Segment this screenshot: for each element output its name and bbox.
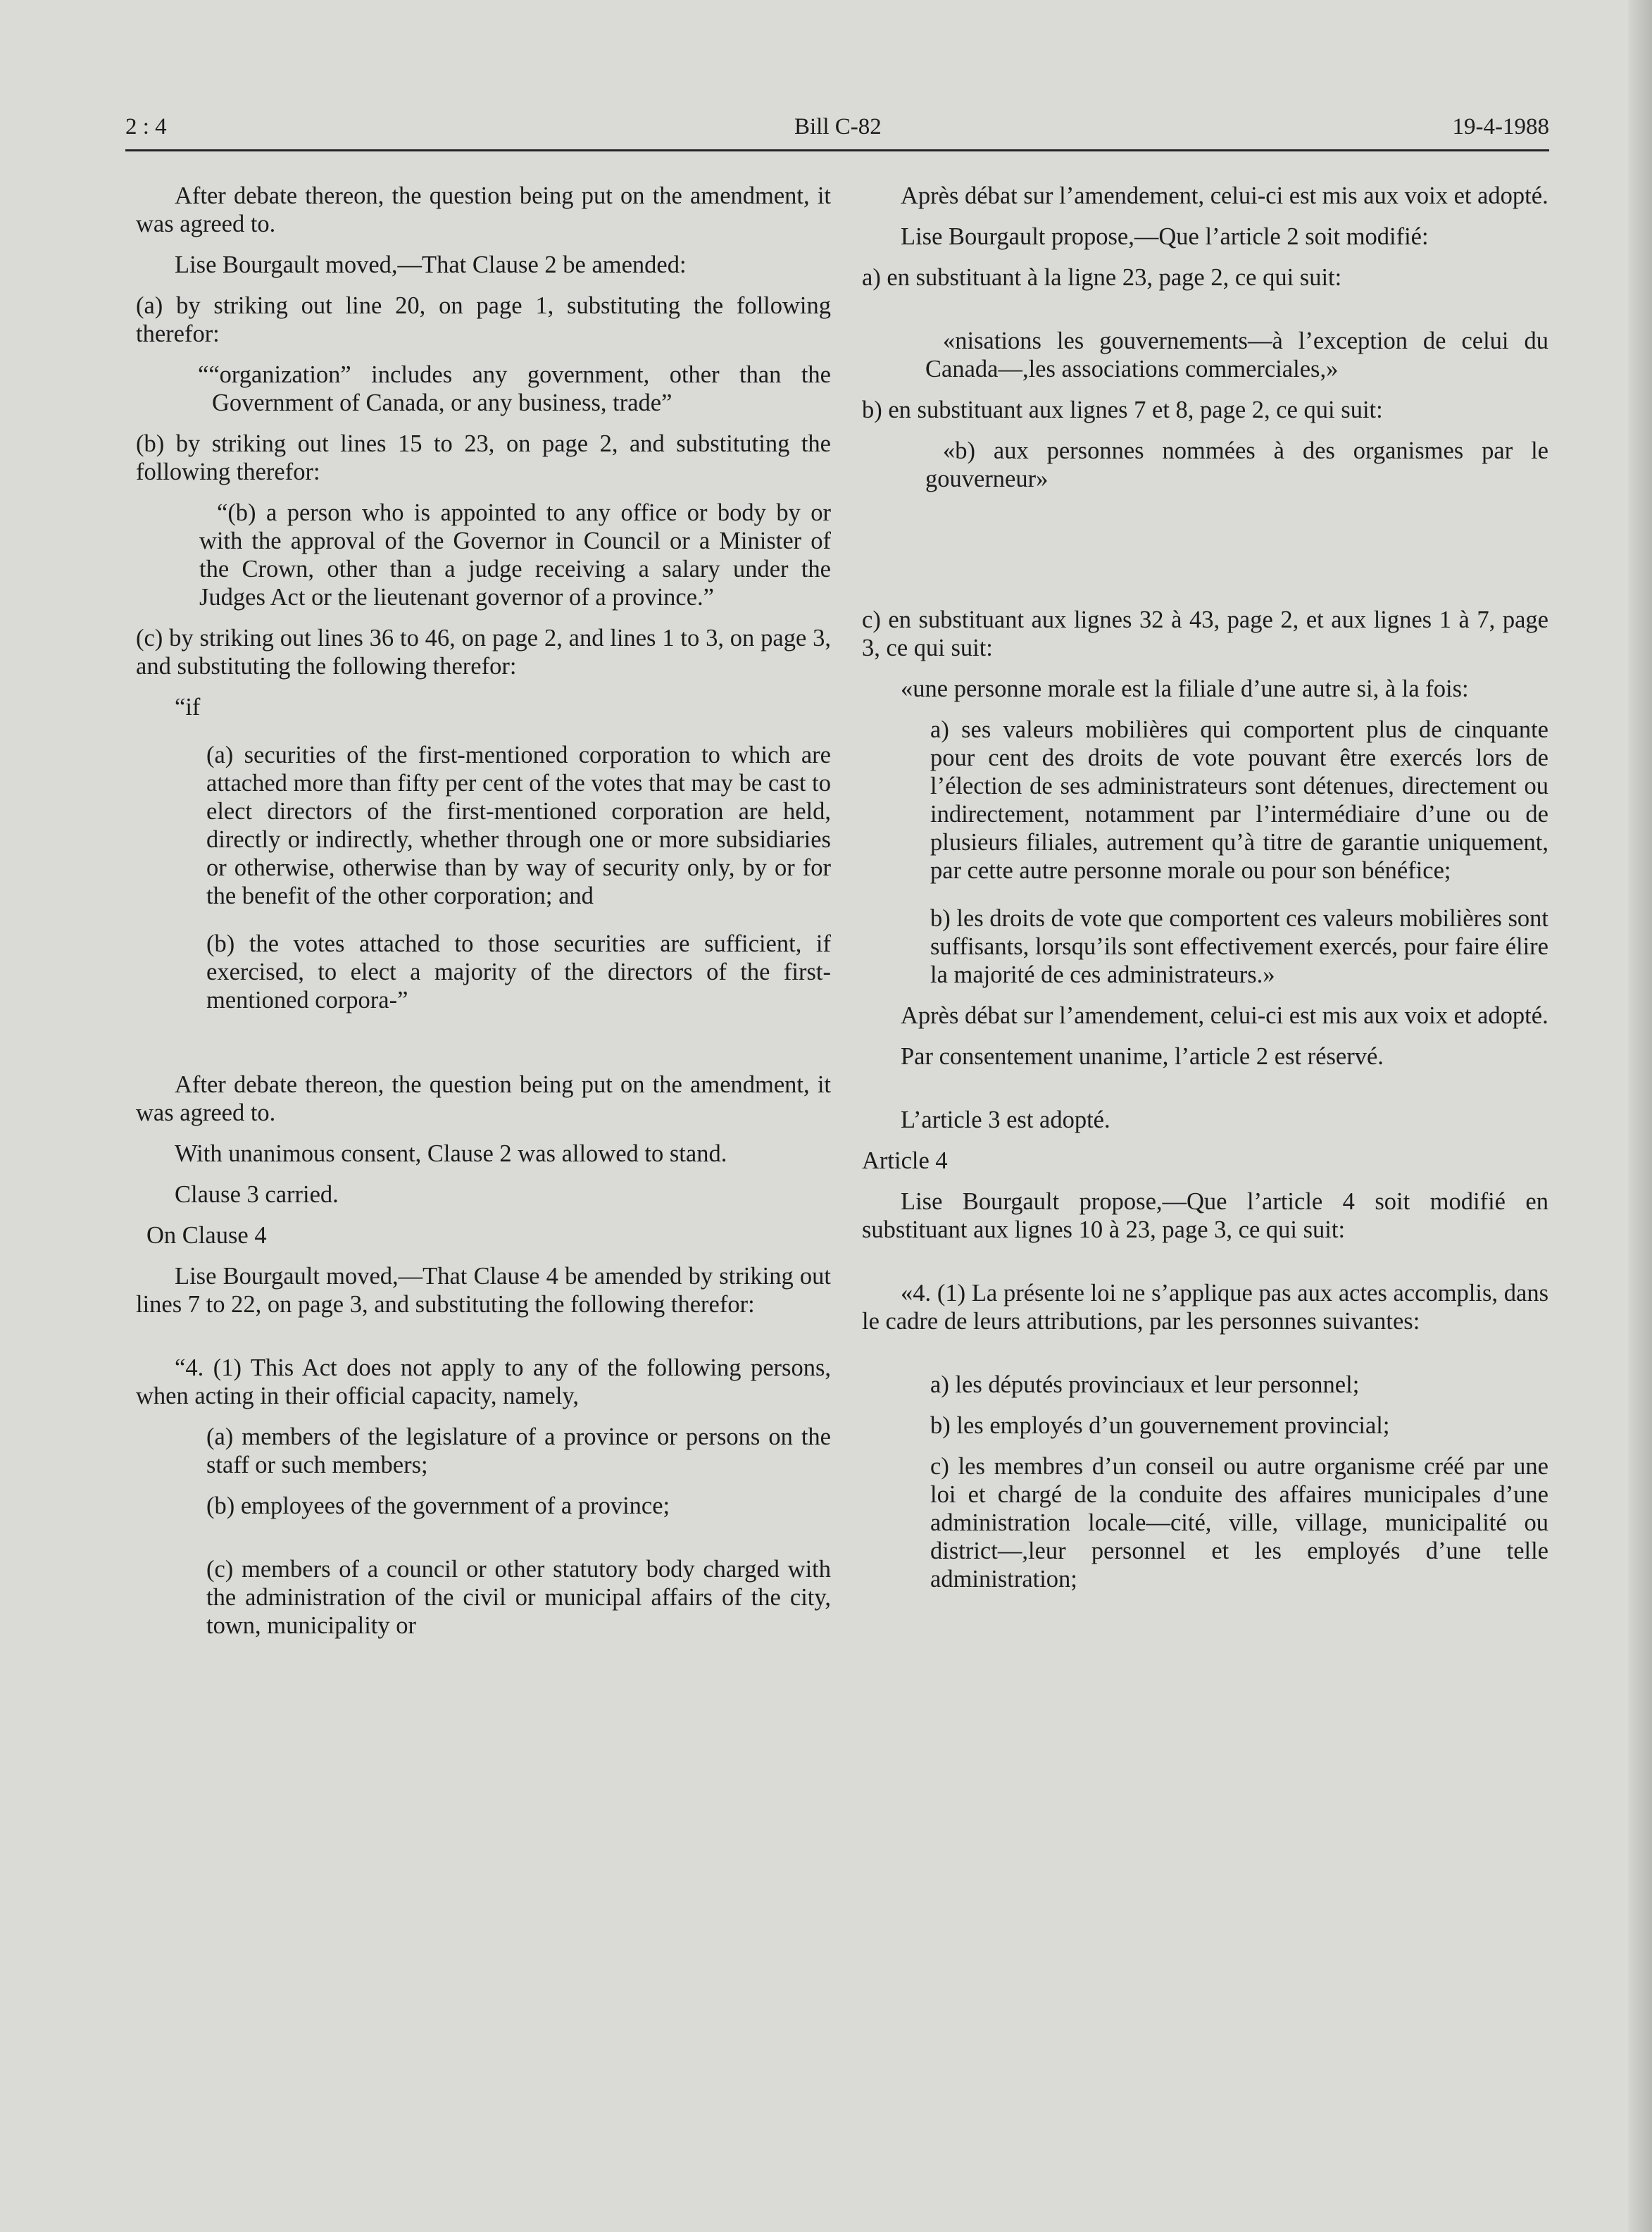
header-rule [125, 149, 1549, 151]
quoted-text: (a) members of the legislature of a province or persons on the staff or such members; [206, 1423, 831, 1478]
paragraph: a) en substituant à la ligne 23, page 2, ce qui suit: [862, 264, 1342, 291]
english-column [136, 182, 831, 1652]
quoted-text: a) les députés provinciaux et leur personnel; [930, 1371, 1360, 1398]
paragraph: Par consentement unanime, l’article 2 est réservé. [901, 1043, 1384, 1070]
quoted-text: (b) the votes attached to those securities are sufficient, if exercised, to elect a majority of the directors of the first-mentioned corpora-” [206, 930, 831, 1014]
paragraph: Lise Bourgault moved,—That Clause 4 be amended by striking out lines 7 to 22, on page 3, and substituting the following therefor: [136, 1263, 831, 1318]
paragraph: Après débat sur l’amendement, celui-ci est mis aux voix et adopté. [901, 182, 1548, 209]
clause-heading: Article 4 [862, 1147, 948, 1174]
paragraph: Lise Bourgault propose,—Que l’article 4 soit modifié en substituant aux lignes 10 à 23, page 3, ce qui suit: [862, 1188, 1548, 1243]
quoted-text: “(b) a person who is appointed to any office or body by or with the approval of the Governor in Council or a Minister of the Crown, other than a judge receiving a salary under the Judges Act or the lieutenant governor of a province.” [199, 499, 831, 611]
header-date: 19-4-1988 [1452, 114, 1549, 139]
paragraph: Lise Bourgault moved,—That Clause 2 be amended: [175, 251, 687, 278]
quoted-text: «4. (1) La présente loi ne s’applique pas aux actes accomplis, dans le cadre de leurs attributions, par les personnes suivantes: [862, 1280, 1548, 1335]
page-edge-shadow [1628, 0, 1652, 2232]
quoted-text: ““organization” includes any government, other than the Government of Canada, or any business, trade” [198, 361, 831, 416]
quoted-text: «b) aux personnes nommées à des organismes par le gouverneur» [925, 437, 1548, 492]
clause-heading: On Clause 4 [146, 1222, 267, 1249]
paragraph: (a) by striking out line 20, on page 1, substituting the following therefor: [136, 292, 831, 347]
quoted-text: a) ses valeurs mobilières qui comportent plus de cinquante pour cent des droits de vote pouvant être exercés lors de l’élection de ses administrateurs sont détenues, directement ou indirectement, notamment par l’intermédiaire d’une ou de plusieurs filiales, autrement qu’à titre de garantie uniquement, par cette autre personne morale ou pour son bénéfice; [930, 716, 1548, 884]
quoted-text: (a) securities of the first-mentioned corporation to which are attached more than fifty per cent of the votes that may be cast to elect directors of the first-mentioned corporation are held, directly or indirectly, whether through one or more subsidiaries or otherwise, otherwise than by way of security only, by or for the benefit of the other corporation; and [206, 742, 831, 909]
quoted-text: c) les membres d’un conseil ou autre organisme créé par une loi et chargé de la conduite des affaires municipales d’une administration locale—cité, ville, village, municipalité ou district—,leur personnel et les employés d’une telle administration; [930, 1453, 1548, 1592]
quoted-text: (c) members of a council or other statutory body charged with the administration of the civil or municipal affairs of the city, town, municipality or [206, 1556, 831, 1639]
quoted-text: “if [175, 694, 201, 721]
paragraph: b) en substituant aux lignes 7 et 8, page 2, ce qui suit: [862, 397, 1383, 423]
paragraph: After debate thereon, the question being put on the amendment, it was agreed to. [136, 1071, 831, 1126]
quoted-text: (b) employees of the government of a province; [206, 1492, 670, 1519]
paragraph: L’article 3 est adopté. [901, 1106, 1110, 1133]
quoted-text: b) les employés d’un gouvernement provincial; [930, 1412, 1390, 1439]
paragraph: After debate thereon, the question being put on the amendment, it was agreed to. [136, 182, 831, 237]
page-number: 2 : 4 [125, 114, 167, 139]
paragraph: (c) by striking out lines 36 to 46, on page 2, and lines 1 to 3, on page 3, and substituting the following therefor: [136, 625, 831, 680]
quoted-text: “4. (1) This Act does not apply to any of the following persons, when acting in their official capacity, namely, [136, 1354, 831, 1409]
paragraph: c) en substituant aux lignes 32 à 43, page 2, et aux lignes 1 à 7, page 3, ce qui suit: [862, 606, 1548, 661]
quoted-text: «nisations les gouvernements—à l’exception de celui du Canada—,les associations commerciales,» [925, 328, 1548, 382]
paragraph: Après débat sur l’amendement, celui-ci est mis aux voix et adopté. [901, 1002, 1548, 1029]
paragraph: (b) by striking out lines 15 to 23, on page 2, and substituting the following therefor: [136, 430, 831, 485]
paragraph: Clause 3 carried. [175, 1181, 339, 1208]
paragraph: Lise Bourgault propose,—Que l’article 2 soit modifié: [901, 223, 1429, 250]
french-column [862, 182, 1548, 1606]
paragraph: With unanimous consent, Clause 2 was allowed to stand. [175, 1140, 727, 1167]
quoted-text: «une personne morale est la filiale d’une autre si, à la fois: [901, 675, 1469, 702]
bill-title: Bill C-82 [794, 114, 882, 139]
quoted-text: b) les droits de vote que comportent ces valeurs mobilières sont suffisants, lorsqu’ils sont effectivement exercés, pour faire élire la majorité de ces administrateurs.» [930, 905, 1548, 988]
